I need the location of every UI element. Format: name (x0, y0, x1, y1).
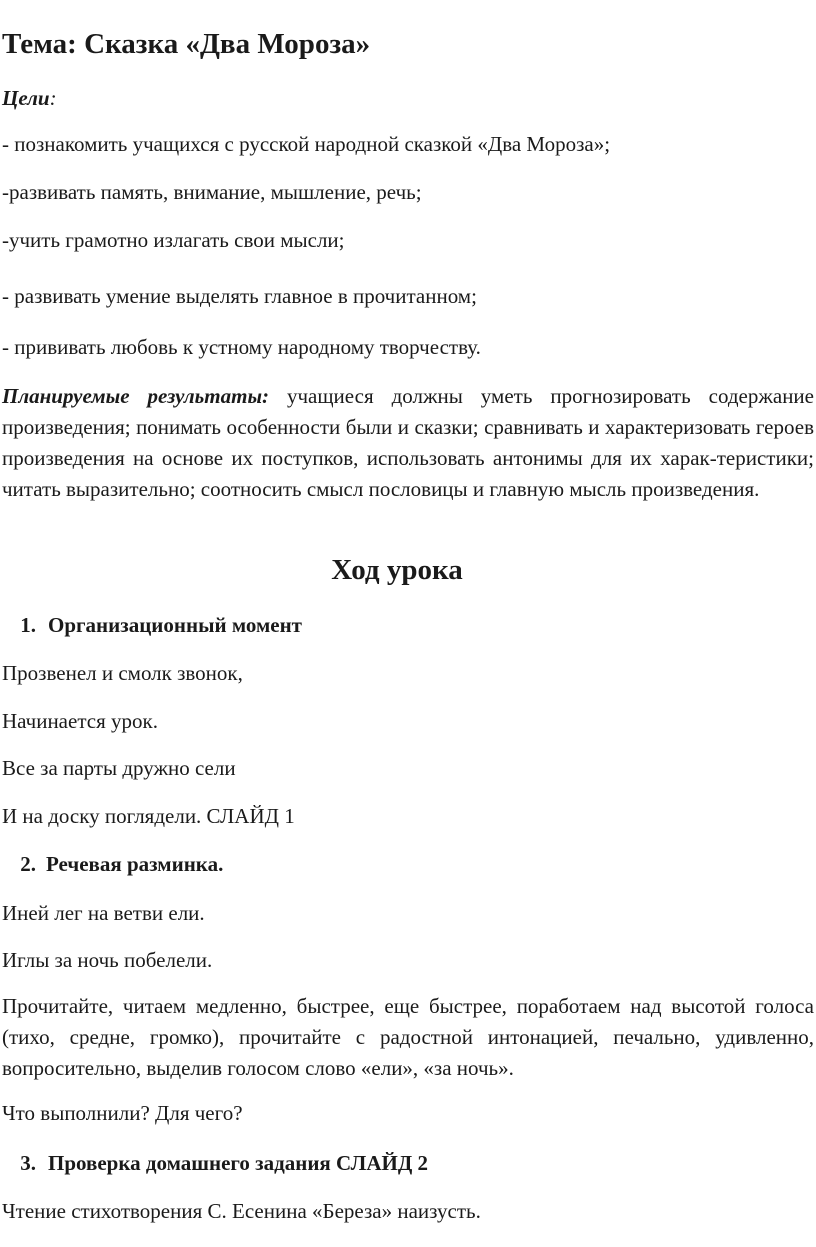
poem-line: Все за парты дружно сели (2, 756, 236, 780)
tongue-twister-line: Иней лег на ветви ели. (2, 901, 205, 925)
goals-label: Цели: (2, 86, 57, 110)
section-2-title: Речевая разминка. (46, 852, 224, 876)
planned-results-label: Планируемые результаты (2, 384, 263, 408)
lesson-heading: Ход урока (331, 554, 463, 586)
planned-results: Планируемые результаты: учащиеся должны уметь прогнозировать содержание произведения; понимать особенности были и сказки; сравнивать и характеризовать героев произведения на основе их поступков, использовать антонимы для их харак-теристики; читать выразительно; соотносить смысл пословицы и главную мысль произведения. (2, 384, 814, 501)
section-3-number: 3. (20, 1151, 36, 1175)
goal-item: - познакомить учащихся с русской народной сказкой «Два Мороза»; (2, 132, 611, 156)
section-2-heading (0, 852, 223, 876)
planned-results-text: учащиеся должны уметь прогнозировать содержание произведения; понимать особенности были и сказки; сравнивать и характеризовать героев произведения на основе их поступков, использовать антонимы для их харак-теристики; читать выразительно; соотносить смысл пословицы и главную мысль произведения. (2, 384, 814, 501)
section-1-title: Организационный момент (48, 613, 302, 637)
page-title: Тема: Сказка «Два Мороза» (2, 28, 371, 60)
section-2-instruction: Прочитайте, читаем медленно, быстрее, еще быстрее, поработаем над высотой голоса (тихо, средне, громко), прочитайте с радостной интонацией, печально, удивленно, вопросительно, выделив голосом слово «ели», «за ночь». (2, 994, 814, 1080)
section-1-heading (0, 613, 302, 637)
section-3-title: Проверка домашнего задания СЛАЙД 2 (48, 1151, 429, 1175)
tongue-twister-line: Иглы за ночь побелели. (2, 948, 213, 972)
poem-line: Прозвенел и смолк звонок, (2, 661, 243, 685)
section-3-text: Чтение стихотворения С. Есенина «Береза» наизусть. (2, 1199, 481, 1223)
goal-item: - прививать любовь к устному народному творчеству. (2, 335, 481, 359)
section-2-number: 2. (20, 852, 36, 876)
goal-item: -учить грамотно излагать свои мысли; (2, 228, 345, 252)
section-3-heading (0, 1151, 428, 1175)
goal-item: - развивать умение выделять главное в прочитанном; (2, 284, 477, 308)
section-1-number: 1. (20, 613, 36, 637)
goals-label-text: Цели (2, 86, 50, 110)
section-2-question: Что выполнили? Для чего? (2, 1101, 243, 1125)
poem-line: И на доску поглядели. СЛАЙД 1 (2, 804, 295, 828)
poem-line: Начинается урок. (2, 709, 158, 733)
goal-item: -развивать память, внимание, мышление, речь; (2, 180, 422, 204)
